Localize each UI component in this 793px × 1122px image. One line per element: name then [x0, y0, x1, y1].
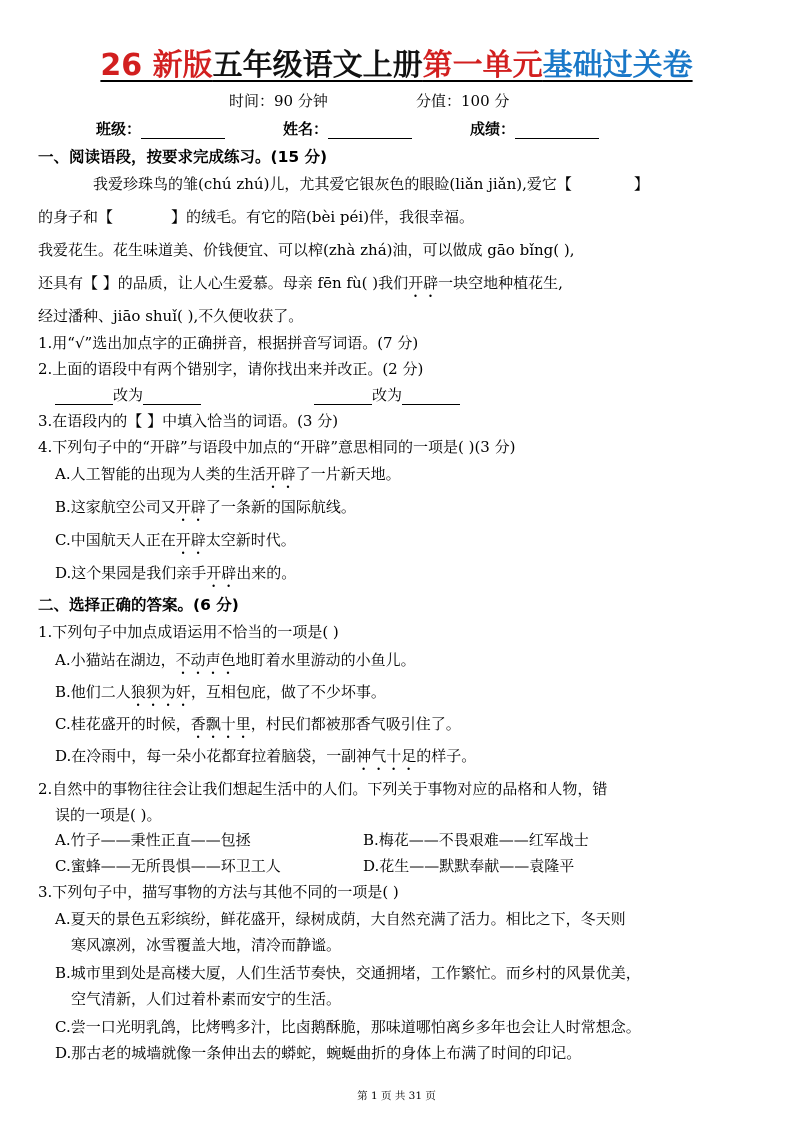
question-2-2-line-1: 2.自然中的事物往往会让我们想起生活中的人们。下列关于事物对应的品格和人物，错 [38, 780, 608, 798]
passage-line-3: 我爱花生。花生味道美、价钱便宜、可以榨(zhà zhá)油，可以做成 gāo bǐng( ), [38, 241, 575, 259]
question-1-1: 1.用“√”选出加点字的正确拼音，根据拼音写词语。(7 分) [38, 334, 419, 352]
name-field[interactable] [283, 118, 412, 139]
question-1-2: 2.上面的语段中有两个错别字，请你找出来并改正。(2 分) [38, 360, 424, 378]
section-1-header: 一、阅读语段，按要求完成练习。(15 分) [38, 148, 328, 166]
exam-score: 分值：100 分 [416, 92, 510, 110]
exam-time: 时间：90 分钟 [229, 92, 328, 110]
option-2-1-c[interactable]: C.桂花盛开的时候，香飘十里，村民们都被那香气吸引住了。 [55, 715, 461, 733]
option-2-2-a[interactable]: A.竹子——秉性正直——包拯 [55, 831, 251, 849]
grade-label: 成绩： [470, 120, 516, 138]
option-2-1-a[interactable]: A.小猫站在湖边，不动声色地盯着水里游动的小鱼儿。 [55, 651, 416, 669]
option-1-4-c[interactable]: C.中国航天人正在开辟太空新时代。 [55, 531, 296, 549]
class-label: 班级： [96, 120, 142, 138]
option-2-1-d[interactable]: D.在冷雨中，每一朵小花都耷拉着脑袋，一副神气十足的样子。 [55, 747, 477, 765]
title-part-type: 基础过关卷 [542, 48, 693, 83]
question-1-3: 3.在语段内的【 】中填入恰当的词语。(3 分) [38, 412, 339, 430]
passage-line-4: 还具有【 】的品质，让人心生爱慕。母亲 fēn fù( )我们开辟一块空地种植花生, [38, 274, 563, 292]
question-1-4: 4.下列句子中的“开辟”与语段中加点的“开辟”意思相同的一项是( )(3 分) [38, 438, 516, 456]
option-2-3-a-line-2: 寒风凛冽，冰雪覆盖大地，清冷而静谧。 [71, 936, 342, 954]
grade-field[interactable] [470, 118, 599, 139]
option-2-2-b[interactable]: B.梅花——不畏艰难——红军战士 [363, 831, 589, 849]
option-2-2-d[interactable]: D.花生——默默奉献——袁隆平 [363, 857, 575, 875]
question-2-2-line-2: 误的一项是( )。 [55, 806, 162, 824]
name-blank[interactable] [328, 138, 412, 139]
wrong-char-blank-2[interactable] [314, 404, 372, 405]
correction-row: 改为 改为 [55, 384, 460, 405]
option-1-4-d[interactable]: D.这个果园是我们亲手开辟出来的。 [55, 564, 297, 582]
title-part-grade: 五年级语文上册 [212, 48, 423, 83]
option-2-3-c[interactable]: C.尝一口光明乳鸽，比烤鸭多汁，比卤鹅酥脆，那味道哪怕离乡多年也会让人时常想念。 [55, 1018, 641, 1036]
option-2-2-c[interactable]: C.蜜蜂——无所畏惧——环卫工人 [55, 857, 281, 875]
dotted-word-kaipi: 开辟 [408, 274, 439, 292]
option-2-3-b-line-2: 空气清新，人们过着朴素而安宁的生活。 [71, 990, 342, 1008]
passage-line-1: 我爱珍珠鸟的雏(chú zhú)儿，尤其爱它银灰色的眼睑(liǎn jiǎn),爱它【 】 [93, 175, 649, 193]
title-part-edition: 26 新版 [100, 48, 213, 83]
passage-line-2: 的身子和【 】的绒毛。有它的陪(bèi péi)伴，我很幸福。 [38, 208, 475, 226]
exam-title [0, 40, 793, 84]
option-2-3-a-line-1[interactable]: A.夏天的景色五彩缤纷，鲜花盛开，绿树成荫，大自然充满了活力。相比之下，冬天则 [55, 910, 626, 928]
option-2-3-d[interactable]: D.那古老的城墙就像一条伸出去的蟒蛇，蜿蜒曲折的身体上布满了时间的印记。 [55, 1044, 582, 1062]
right-char-blank-1[interactable] [143, 404, 201, 405]
section-2-header: 二、选择正确的答案。(6 分) [38, 596, 239, 614]
page-footer: 第 1 页 共 31 页 [357, 1090, 436, 1102]
title-part-unit: 第一单元 [422, 48, 543, 83]
name-label: 姓名： [283, 120, 329, 138]
question-2-1: 1.下列句子中加点成语运用不恰当的一项是( ) [38, 623, 339, 641]
wrong-char-blank-1[interactable] [55, 404, 113, 405]
option-2-3-b-line-1[interactable]: B.城市里到处是高楼大厦，人们生活节奏快，交通拥堵，工作繁忙。而乡村的风景优美， [55, 964, 641, 982]
question-2-3: 3.下列句子中，描写事物的方法与其他不同的一项是( ) [38, 883, 399, 901]
right-char-blank-2[interactable] [402, 404, 460, 405]
grade-blank[interactable] [515, 138, 599, 139]
passage-line-5: 经过潘种、jiāo shuǐ( ),不久便收获了。 [38, 307, 304, 325]
class-blank[interactable] [141, 138, 225, 139]
option-1-4-b[interactable]: B.这家航空公司又开辟了一条新的国际航线。 [55, 498, 356, 516]
option-1-4-a[interactable]: A.人工智能的出现为人类的生活开辟了一片新天地。 [55, 465, 401, 483]
option-2-1-b[interactable]: B.他们二人狼狈为奸，互相包庇，做了不少坏事。 [55, 683, 386, 701]
class-field[interactable] [96, 118, 225, 139]
